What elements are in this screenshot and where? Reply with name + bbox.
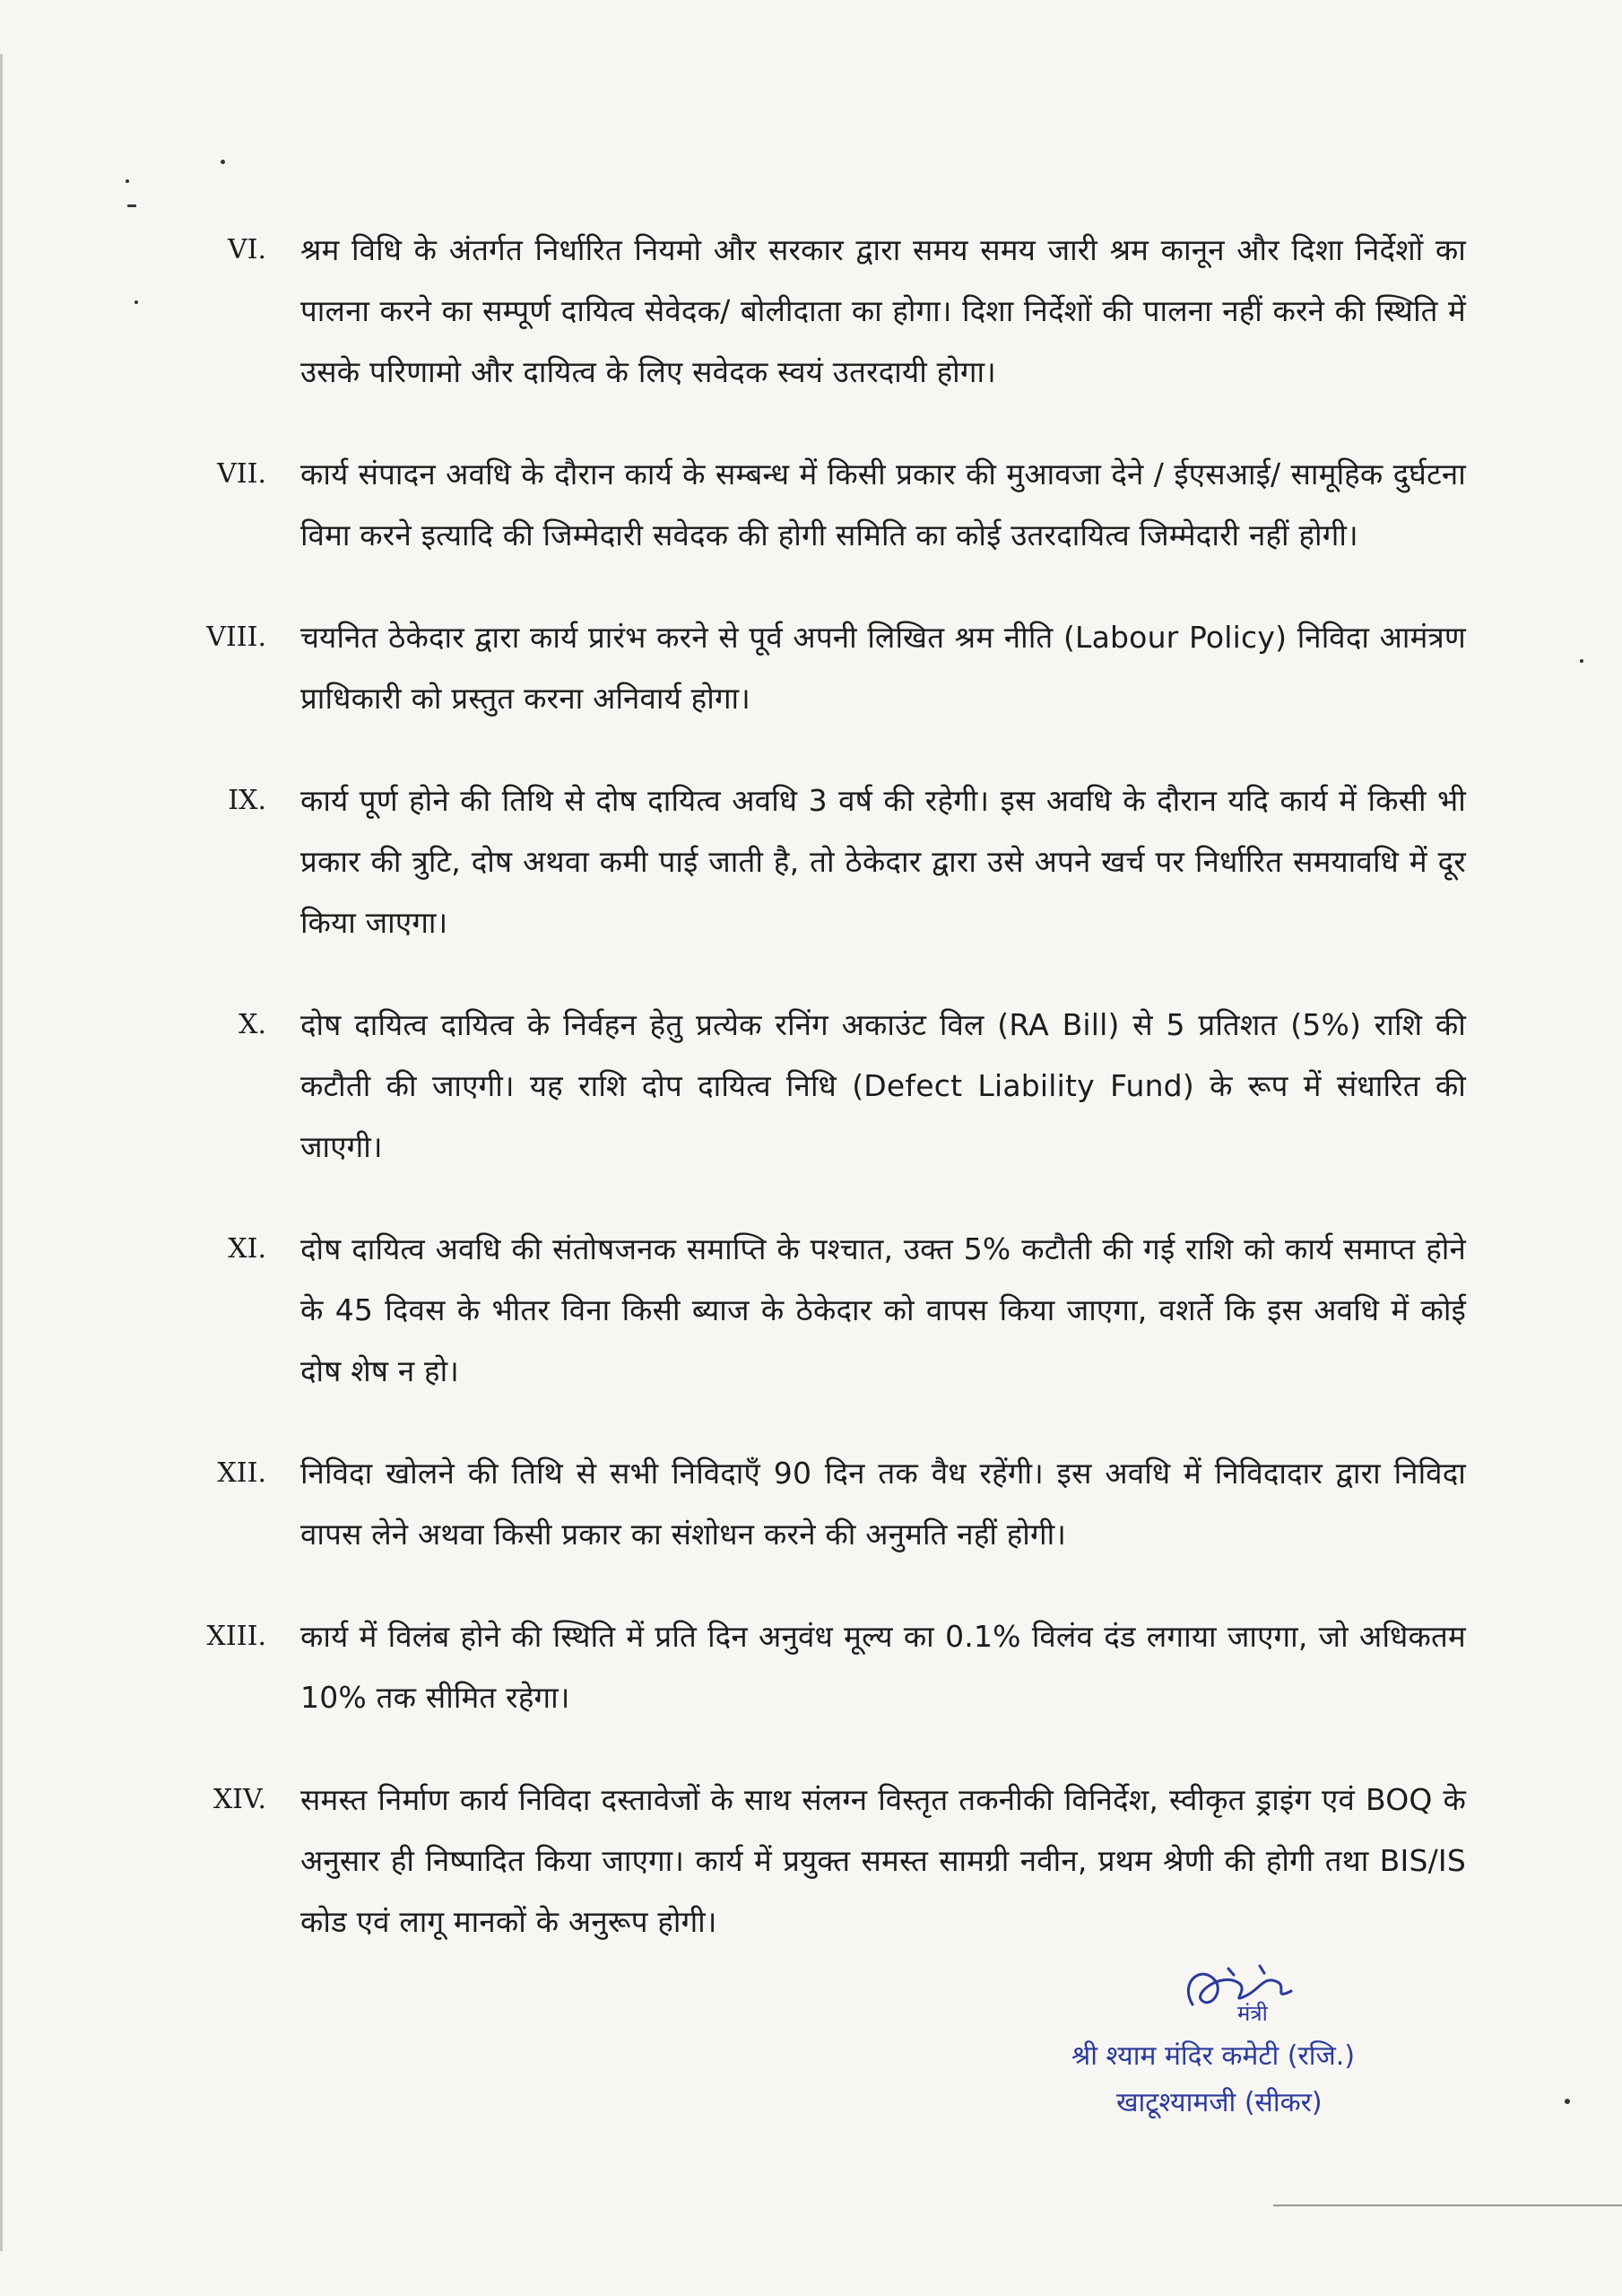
clause-text: निविदा खोलने की तिथि से सभी निविदाएँ 90 दिन तक वैध रहेंगी। इस अवधि में निविदादार द्वारा निविदा वापस लेने अथवा किसी प्रकार का संशोधन करने की अनुमति नहीं होगी। — [300, 1456, 1466, 1552]
clause-list — [175, 220, 1466, 1994]
clause-text: कार्य पूर्ण होने की तिथि से दोष दायित्व अवधि 3 वर्ष की रहेगी। इस अवधि के दौरान यदि कार्य में किसी भी प्रकार की त्रुटि, दोष अथवा कमी पाई जाती है, तो ठेकेदार द्वारा उसे अपने खर्च पर निर्धारित समयावधि में दूर किया जाएगा। — [300, 783, 1466, 940]
clause-item — [175, 1770, 1466, 1952]
clause-number: XI. — [228, 1233, 266, 1265]
scan-speck — [1580, 659, 1583, 663]
clause-item — [175, 770, 1466, 953]
clause-text: समस्त निर्माण कार्य निविदा दस्तावेजों के साथ संलग्न विस्तृत तकनीकी विनिर्देश, स्वीकृत ड्राइंग एवं BOQ के अनुसार ही निष्पादित किया जाएगा। कार्य में प्रयुक्त समस्त सामग्री नवीन, प्रथम श्रेणी की होगी तथा BIS/IS कोड एवं लागू मानकों के अनुरूप होगी। — [300, 1782, 1466, 1939]
bottom-rule — [1273, 2205, 1622, 2206]
clause-text: चयनित ठेकेदार द्वारा कार्य प्रारंभ करने से पूर्व अपनी लिखित श्रम नीति (Labour Policy) निविदा आमंत्रण प्राधिकारी को प्रस्तुत करना अनिवार्य होगा। — [300, 620, 1466, 716]
clause-item — [175, 444, 1466, 566]
clause-number: VIII. — [206, 622, 266, 653]
stamp-location: खाटूश्यामजी (सीकर) — [1116, 2087, 1323, 2118]
clause-number: IX. — [228, 785, 266, 816]
clause-text: श्रम विधि के अंतर्गत निर्धारित नियमो और सरकार द्वारा समय समय जारी श्रम कानून और दिशा निर्देशों का पालना करने का सम्पूर्ण दायित्व सेवेदक/ बोलीदाता का होगा। दिशा निर्देशों की पालना नहीं करने की स्थिति में उसके परिणामो और दायित्व के लिए सवेदक स्वयं उतरदायी होगा। — [300, 232, 1466, 389]
clause-item — [175, 1219, 1466, 1402]
clause-number: XII. — [217, 1457, 266, 1489]
page-edge — [0, 54, 3, 2251]
scan-speck — [221, 160, 225, 164]
clause-number: XIV. — [213, 1784, 266, 1815]
clause-text: कार्य में विलंब होने की स्थिति में प्रति दिन अनुवंध मूल्य का 0.1% विलंव दंड लगाया जाएगा, जो अधिकतम 10% तक सीमित रहेगा। — [300, 1619, 1466, 1715]
clause-item — [175, 607, 1466, 729]
clause-number: VII. — [217, 458, 266, 490]
scan-speck — [127, 204, 136, 207]
clause-item — [175, 220, 1466, 403]
scan-speck — [1565, 2099, 1570, 2104]
clause-text: कार्य संपादन अवधि के दौरान कार्य के सम्बन्ध में किसी प्रकार की मुआवजा देने / ईएसआई/ सामूहिक दुर्घटना विमा करने इत्यादि की जिम्मेदारी सवेदक की होगी समिति का कोई उतरदायित्व जिम्मेदारी नहीं होगी। — [300, 457, 1466, 552]
scan-speck — [126, 179, 129, 183]
clause-number: X. — [239, 1009, 266, 1040]
clause-number: VI. — [227, 234, 266, 265]
stamp-designation: मंत्री — [1237, 2001, 1268, 2026]
clause-number: XIII. — [206, 1621, 266, 1652]
clause-item — [175, 1443, 1466, 1565]
clause-item — [175, 1606, 1466, 1728]
clause-item — [175, 995, 1466, 1178]
scan-speck — [134, 300, 138, 304]
stamp-organization: श्री श्याम मंदिर कमेटी (रजि.) — [1071, 2040, 1356, 2072]
clause-text: दोष दायित्व अवधि की संतोषजनक समाप्ति के पश्चात, उक्त 5% कटौती की गई राशि को कार्य समाप्त होने के 45 दिवस के भीतर विना किसी ब्याज के ठेकेदार को वापस किया जाएगा, वशर्ते कि इस अवधि में कोई दोष शेष न हो। — [300, 1231, 1466, 1388]
clause-text: दोष दायित्व दायित्व के निर्वहन हेतु प्रत्येक रनिंग अकाउंट विल (RA Bill) से 5 प्रतिशत (5%) राशि की कटौती की जाएगी। यह राशि दोप दायित्व निधि (Defect Liability Fund) के रूप में संधारित की जाएगी। — [300, 1007, 1466, 1164]
